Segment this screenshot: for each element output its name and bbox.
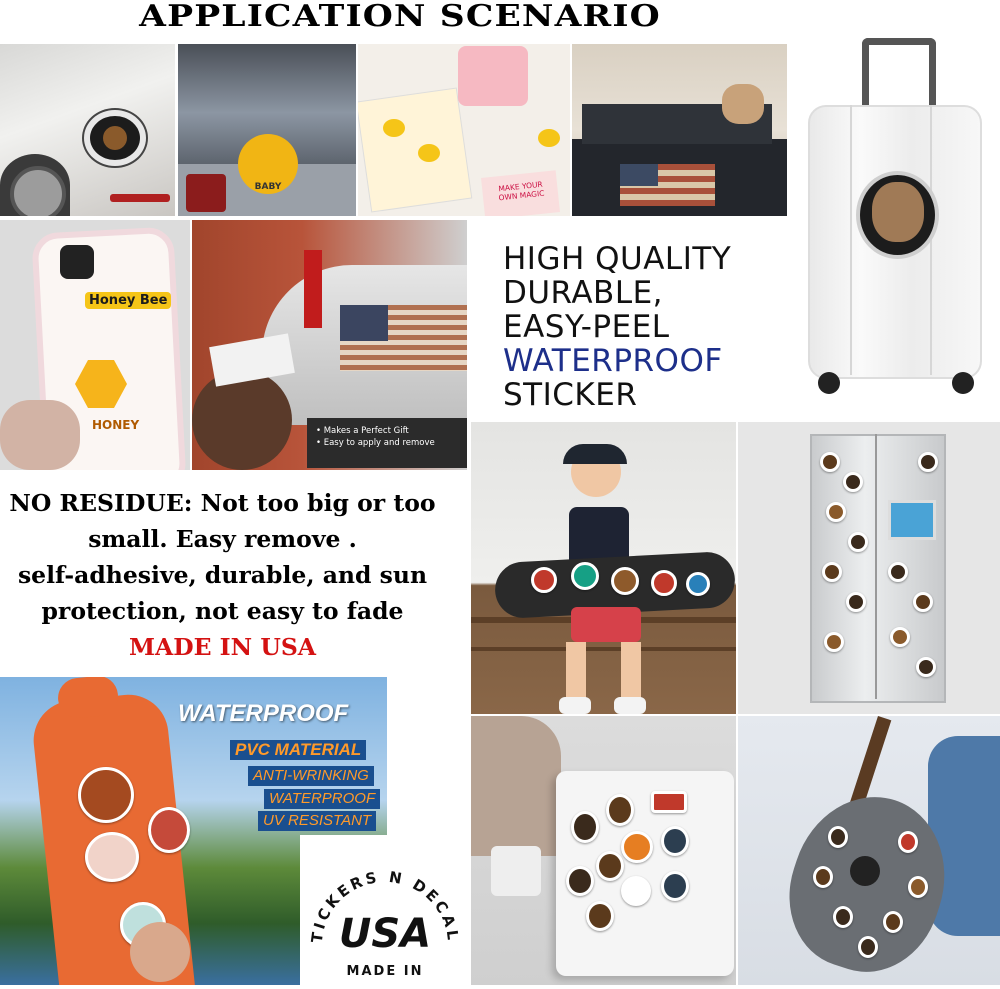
residue-line-1: NO RESIDUE: Not too big or too <box>9 489 436 517</box>
feature-line-3: EASY-PEEL <box>503 309 670 345</box>
luggage-photo <box>790 30 1000 420</box>
feature-line-4: WATERPROOF <box>503 343 723 379</box>
car-rear-photo <box>0 44 175 216</box>
baby-sticker-label: BABY <box>254 182 282 192</box>
tag-anti-wrinking: ANTI-WRINKING <box>248 766 374 786</box>
car-window-photo <box>178 44 356 216</box>
notebook-magic-label: MAKE YOUR OWN MAGIC <box>497 179 545 203</box>
tag-waterproof: WATERPROOF <box>264 789 380 809</box>
phone-case-photo <box>0 220 190 470</box>
skateboard-kid-photo <box>471 422 736 714</box>
feature-line-5: STICKER <box>503 377 638 413</box>
mailbox-caption <box>316 425 435 449</box>
fridge-photo <box>738 422 1000 714</box>
feature-text <box>503 242 731 412</box>
guitar-photo <box>738 716 1000 985</box>
tag-uv-resistant: UV RESISTANT <box>258 811 376 831</box>
phone-sticker-top: Honey Bee <box>85 292 171 309</box>
tag-pvc-material: PVC MATERIAL <box>230 740 366 760</box>
residue-line-3: self-adhesive, durable, and sun <box>17 561 428 589</box>
residue-text <box>0 485 445 665</box>
residue-line-4: protection, not easy to fade <box>41 597 404 625</box>
laptop-photo <box>471 716 736 985</box>
mailbox-caption-line1: • Makes a Perfect Gift <box>316 426 409 436</box>
logo-usa-text: USA <box>338 911 432 957</box>
feature-line-1: HIGH QUALITY <box>503 241 732 277</box>
phone-sticker-bottom: HONEY <box>92 418 140 432</box>
brand-logo <box>300 835 470 985</box>
waterproof-title: WATERPROOF <box>178 700 349 727</box>
page-title: APPLICATION SCENARIO <box>139 0 661 34</box>
notebook-photo <box>358 44 570 216</box>
mailbox-caption-line2: • Easy to apply and remove <box>316 438 435 448</box>
logo-top-text: TICKERS N DECAL <box>307 867 463 944</box>
logo-bottom-text: MADE IN <box>346 964 424 979</box>
feature-line-2: DURABLE, <box>503 275 664 311</box>
made-in-usa-text: MADE IN USA <box>128 633 317 661</box>
truck-photo <box>572 44 787 216</box>
residue-line-2: small. Easy remove . <box>88 525 357 553</box>
